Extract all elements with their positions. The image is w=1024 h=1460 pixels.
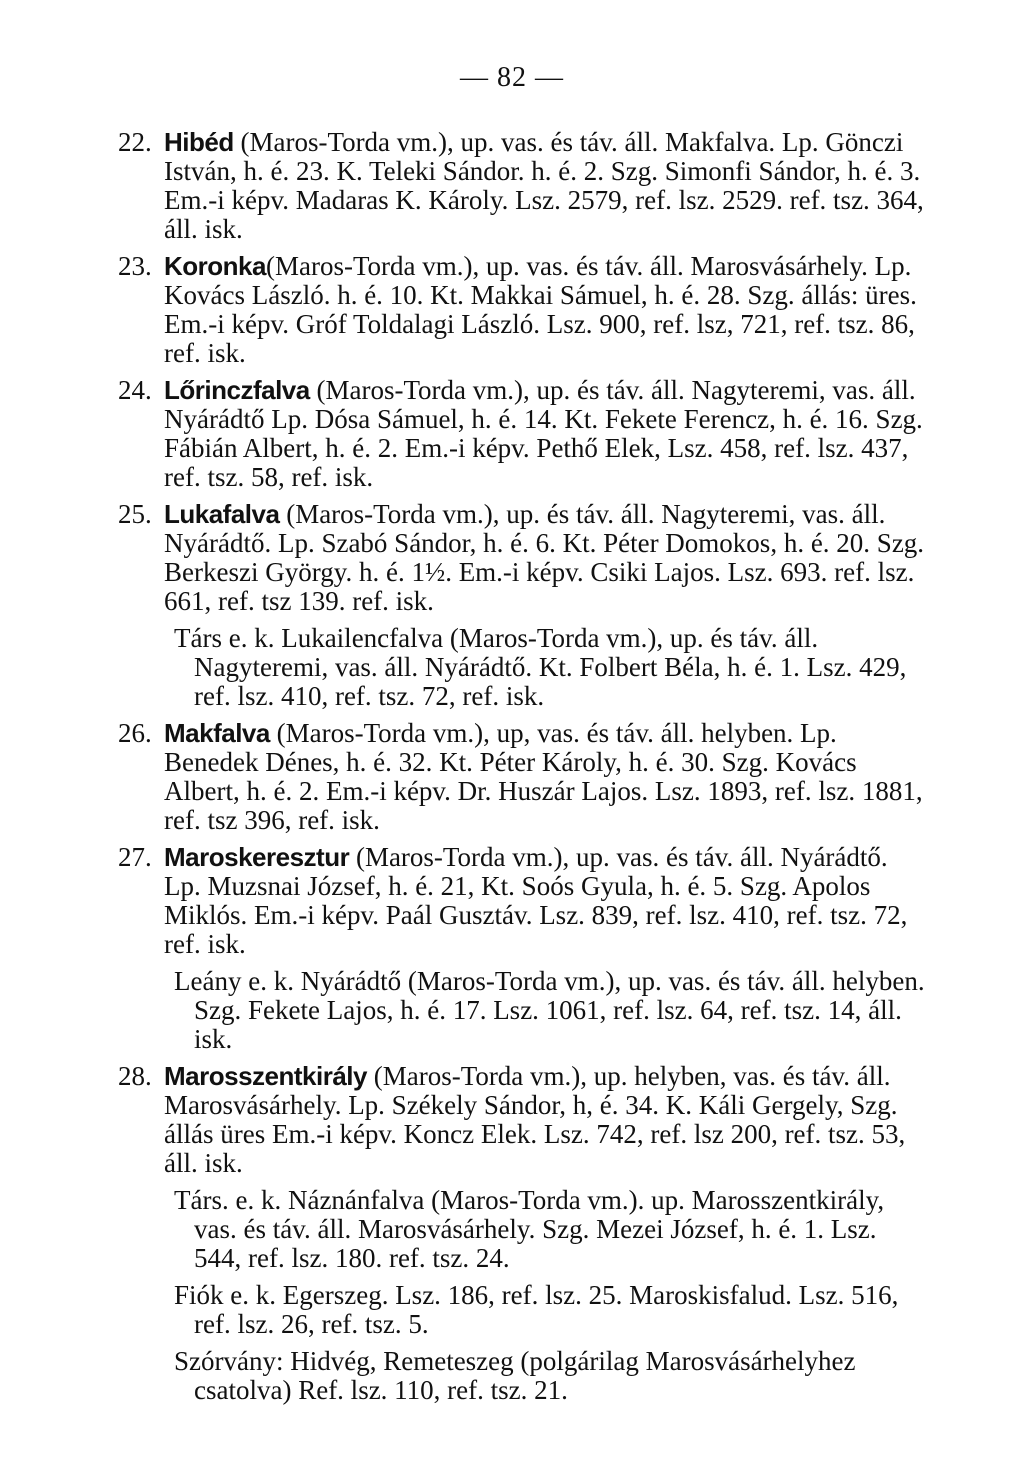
entry-paragraph — [164, 500, 928, 616]
entry-25 — [118, 500, 928, 616]
entry-paragraph — [164, 1062, 928, 1178]
entry-number: 25. — [118, 499, 152, 529]
entry-22 — [118, 128, 928, 244]
sub-entry-text: Társ. e. k. Náznánfalva (Maros-Torda vm.). up. Marosszentkirály, vas. és táv. áll. Marosvásárhely. Szg. Mezei József, h. é. 1. Lsz. 544, ref. lsz. 180. ref. tsz. 24. — [174, 1185, 885, 1273]
entry-text: (Maros-Torda vm.), up. vas. és táv. áll. Marosvásárhely. Lp. Kovács László. h. é. 10. Kt. Makkai Sámuel, h. é. 28. Szg. állás: üres. Em.-i képv. Gróf Toldalagi László. Lsz. 900, ref. lsz, 721, ref. tsz. 86, ref. isk. — [164, 251, 917, 368]
entry-text: (Maros-Torda vm.), up. és táv. áll. Nagyteremi, vas. áll. Nyárádtő. Lp. Szabó Sándor, h. é. 6. Kt. Péter Domokos, h. é. 20. Szg. Berkeszi György. h. é. 1½. Em.-i képv. Csiki Lajos. Lsz. 693. ref. lsz. 661, ref. tsz 139. ref. isk. — [164, 499, 925, 616]
sub-entry-szorvany — [118, 1347, 928, 1405]
entry-paragraph — [164, 252, 928, 368]
sub-entry-text: Társ e. k. Lukailencfalva (Maros-Torda vm.), up. és táv. áll. Nagyteremi, vas. áll. Nyárádtő. Kt. Folbert Béla, h. é. 1. Lsz. 429, ref. lsz. 410, ref. tsz. 72, ref. isk. — [174, 623, 907, 711]
entry-26 — [118, 719, 928, 835]
entry-number: 26. — [118, 718, 152, 748]
entry-paragraph — [164, 719, 928, 835]
entry-number: 24. — [118, 375, 152, 405]
sub-entry-lukailencfalva — [118, 624, 928, 711]
entry-place-name: Hibéd — [164, 127, 234, 157]
entry-text: (Maros-Torda vm.), up, vas. és táv. áll. helyben. Lp. Benedek Dénes, h. é. 32. Kt. Péter Károly, h. é. 30. Szg. Kovács Albert, h. é. 2. Em.-i képv. Dr. Huszár Lajos. Lsz. 1893, ref. lsz. 1881, ref. tsz 396, ref. isk. — [164, 718, 923, 835]
entry-place-name: Koronka — [164, 251, 266, 281]
entry-28 — [118, 1062, 928, 1178]
sub-entry-text: Fiók e. k. Egerszeg. Lsz. 186, ref. lsz. 25. Maroskisfalud. Lsz. 516, ref. lsz. 26, ref. tsz. 5. — [174, 1280, 899, 1339]
sub-entry-naznanfalva — [118, 1186, 928, 1273]
entry-place-name: Lukafalva — [164, 499, 280, 529]
entry-number: 22. — [118, 127, 152, 157]
sub-entry-egerszeg — [118, 1281, 928, 1339]
entry-text: (Maros-Torda vm.), up. helyben, vas. és táv. áll. Marosvásárhely. Lp. Székely Sándor, h, é. 34. K. Káli Gergely, Szg. állás üres Em.-i képv. Koncz Elek. Lsz. 742, ref. lsz 200, ref. tsz. 53, áll. isk. — [164, 1061, 906, 1178]
sub-entry-text: Leány e. k. Nyárádtő (Maros-Torda vm.), up. vas. és táv. áll. helyben. Szg. Fekete Lajos, h. é. 17. Lsz. 1061, ref. lsz. 64, ref. tsz. 14, áll. isk. — [174, 966, 925, 1054]
entry-paragraph — [164, 376, 928, 492]
entry-27 — [118, 843, 928, 959]
entry-place-name: Maroskeresztur — [164, 842, 350, 872]
entry-text: (Maros-Torda vm.), up. vas. és táv. áll. Makfalva. Lp. Gönczi István, h. é. 23. K. Teleki Sándor. h. é. 2. Szg. Simonfi Sándor, h. é. 3. Em.-i képv. Madaras K. Károly. Lsz. 2579, ref. lsz. 2529. ref. tsz. 364, áll. isk. — [164, 127, 924, 244]
entry-paragraph — [164, 128, 928, 244]
entry-place-name: Lőrinczfalva — [164, 375, 310, 405]
entry-place-name: Marosszentkirály — [164, 1061, 367, 1091]
entry-23 — [118, 252, 928, 368]
document-body — [118, 128, 928, 1413]
entry-24 — [118, 376, 928, 492]
entry-paragraph — [164, 843, 928, 959]
entry-text: (Maros-Torda vm.), up. és táv. áll. Nagyteremi, vas. áll. Nyárádtő Lp. Dósa Sámuel, h. é. 14. Kt. Fekete Ferencz, h. é. 16. Szg. Fábián Albert, h. é. 2. Em.-i képv. Pethő Elek, Lsz. 458, ref. lsz. 437, ref. tsz. 58, ref. isk. — [164, 375, 923, 492]
entry-number: 23. — [118, 251, 152, 281]
entry-number: 28. — [118, 1061, 152, 1091]
sub-entry-nyaradto — [118, 967, 928, 1054]
entry-place-name: Makfalva — [164, 718, 270, 748]
sub-entry-text: Szórvány: Hidvég, Remeteszeg (polgárilag Marosvásárhelyhez csatolva) Ref. lsz. 110, ref. tsz. 21. — [174, 1346, 856, 1405]
entry-number: 27. — [118, 842, 152, 872]
entry-text: (Maros-Torda vm.), up. vas. és táv. áll. Nyárádtő. Lp. Muzsnai József, h. é. 21, Kt. Soós Gyula, h. é. 5. Szg. Apolos Miklós. Em.-i képv. Paál Gusztáv. Lsz. 839, ref. lsz. 410, ref. tsz. 72, ref. isk. — [164, 842, 908, 959]
page-number: — 82 — — [460, 62, 564, 93]
